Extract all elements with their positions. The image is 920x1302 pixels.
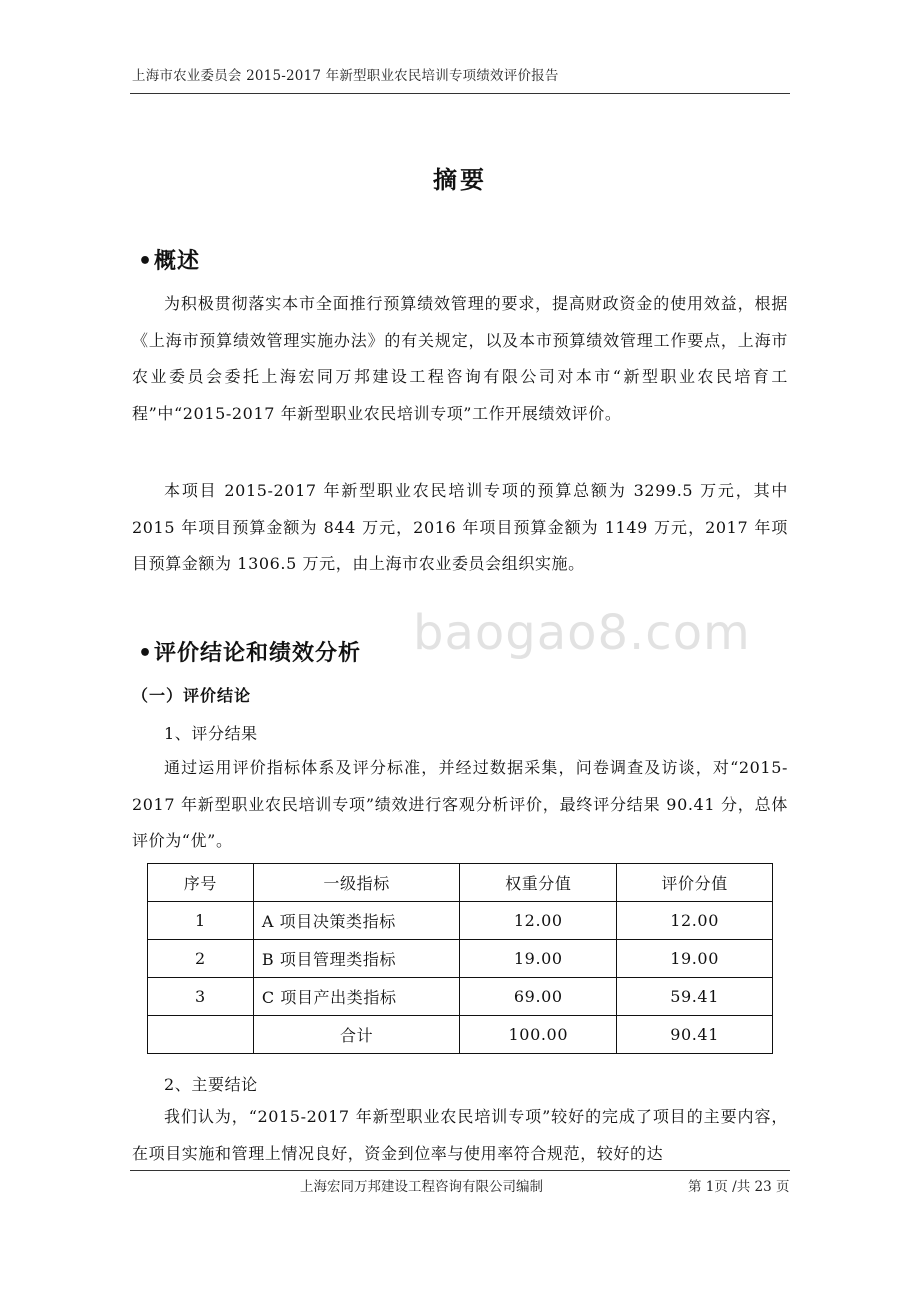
table-header-cell: 权重分值	[460, 864, 617, 902]
subsection-heading: （一）评价结论	[132, 686, 252, 705]
item-heading-conclusion: 2、主要结论	[164, 1075, 258, 1094]
conclusion-paragraph: 我们认为，“2015-2017 年新型职业农民培训专项”较好的完成了项目的主要内容，在项目实施和管理上情况良好，资金到位率与使用率符合规范，较好的达	[132, 1107, 788, 1163]
table-cell: 12.00	[617, 902, 773, 940]
table-cell: 1	[148, 902, 254, 940]
table-header-cell: 评价分值	[617, 864, 773, 902]
section-heading-text: 概述	[154, 249, 201, 274]
table-cell: C 项目产出类指标	[253, 978, 460, 1016]
document-title: 摘要	[433, 166, 487, 194]
table-cell: 100.00	[460, 1016, 617, 1054]
table-total-row	[148, 1016, 773, 1054]
score-table	[147, 863, 773, 1054]
overview-paragraph-1: 为积极贯彻落实本市全面推行预算绩效管理的要求，提高财政资金的使用效益，根据《上海市预算绩效管理实施办法》的有关规定，以及本市预算绩效管理工作要点，上海市农业委员会委托上海宏同万邦建设工程咨询有限公司对本市“新型职业农民培育工程”中“2015-2017 年新型职业农民培训专项”工作开展绩效评价。	[132, 294, 788, 423]
page-number: 第 1页 /共 23 页	[688, 1179, 790, 1195]
section-heading-overview	[138, 244, 200, 275]
header-divider	[130, 93, 790, 94]
table-cell: 合计	[253, 1016, 460, 1054]
table-cell: 69.00	[460, 978, 617, 1016]
table-cell: 19.00	[460, 940, 617, 978]
overview-paragraph-2: 本项目 2015-2017 年新型职业农民培训专项的预算总额为 3299.5 万元，其中 2015 年项目预算金额为 844 万元，2016 年项目预算金额为 1149 万元，2017 年项目预算金额为 1306.5 万元，由上海市农业委员会组织实施。	[132, 481, 788, 573]
table-cell: 12.00	[460, 902, 617, 940]
table-cell: B 项目管理类指标	[253, 940, 460, 978]
table-cell: 90.41	[617, 1016, 773, 1054]
table-row	[148, 978, 773, 1016]
running-header: 上海市农业委员会 2015-2017 年新型职业农民培训专项绩效评价报告	[132, 68, 559, 84]
table-header-cell: 序号	[148, 864, 254, 902]
score-paragraph: 通过运用评价指标体系及评分标准，并经过数据采集，问卷调查及访谈，对“2015-2017 年新型职业农民培训专项”绩效进行客观分析评价，最终评分结果 90.41 分，总体评价为“优”。	[132, 758, 788, 850]
bullet-icon: •	[138, 249, 154, 274]
table-cell: 59.41	[617, 978, 773, 1016]
footer-divider	[130, 1170, 790, 1171]
table-cell: 2	[148, 940, 254, 978]
table-cell: A 项目决策类指标	[253, 902, 460, 940]
table-cell	[148, 1016, 254, 1054]
bullet-icon: •	[138, 641, 154, 666]
section-heading-evaluation	[138, 636, 361, 667]
footer-company: 上海宏同万邦建设工程咨询有限公司编制	[300, 1179, 543, 1195]
table-row	[148, 940, 773, 978]
table-row	[148, 902, 773, 940]
table-cell: 19.00	[617, 940, 773, 978]
table-header-cell: 一级指标	[253, 864, 460, 902]
watermark: baogao8.com	[413, 605, 751, 661]
table-cell: 3	[148, 978, 254, 1016]
item-heading-score: 1、评分结果	[164, 724, 258, 743]
table-header-row	[148, 864, 773, 902]
section-heading-text: 评价结论和绩效分析	[154, 641, 362, 666]
